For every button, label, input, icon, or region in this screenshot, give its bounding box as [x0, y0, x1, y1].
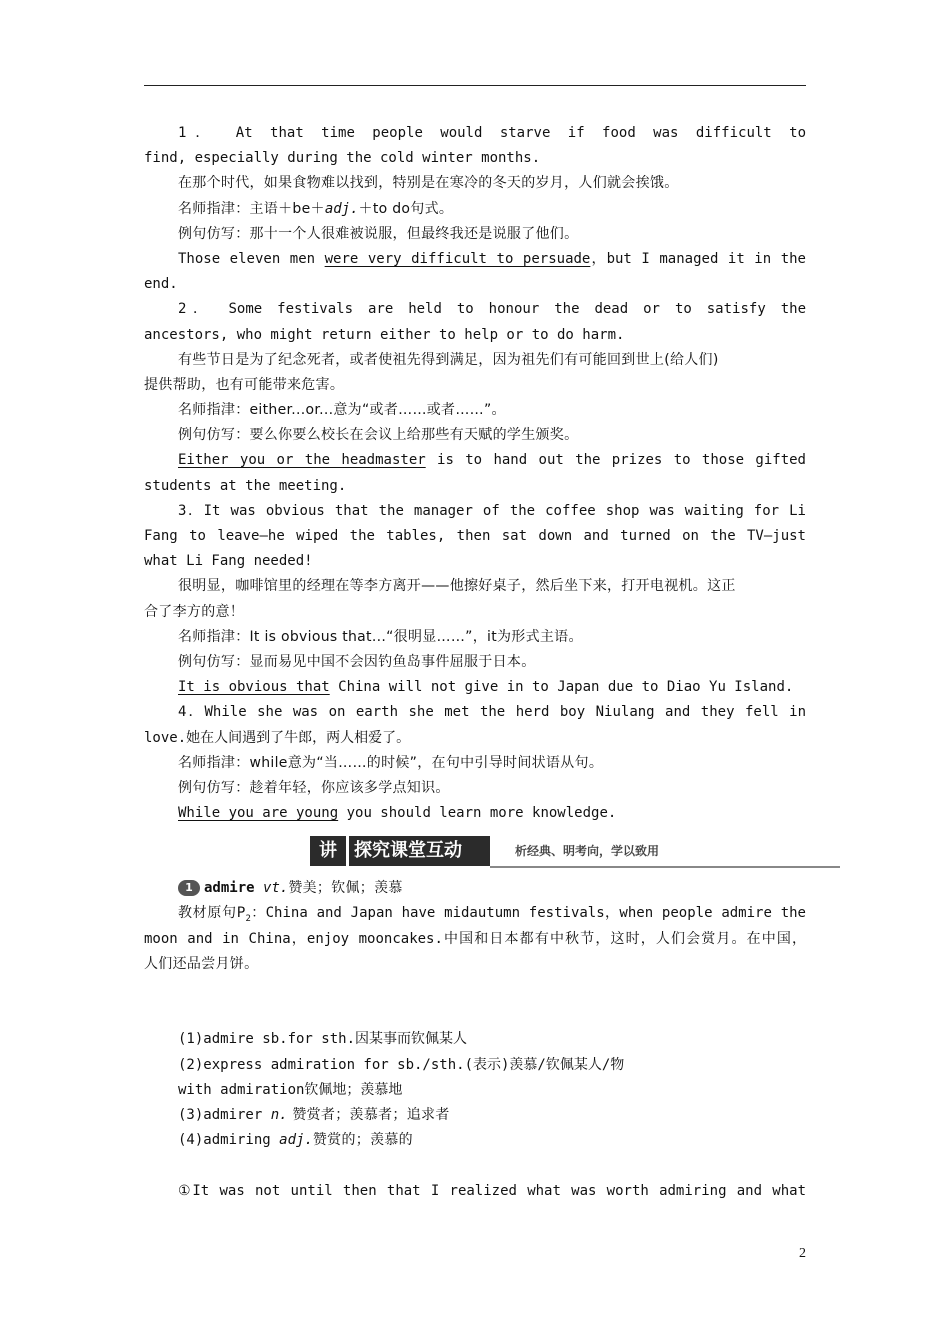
item-1-english-line: 1． At that time people would starve if food was difficult to [178, 125, 806, 141]
phrase-3: (3)admirer n. 赞赏者；羡慕者；追求者 [178, 1106, 450, 1123]
item-3-tip: 名师指津：It is obvious that...“很明显……”，it为形式主语。 [178, 628, 583, 645]
item-1-answer: Those eleven men were very difficult to persuade，but I managed it in the [178, 250, 806, 267]
source-sentence-line3: 人们还品尝月饼。 [144, 955, 259, 972]
item-1-english-line2: find, especially during the cold winter months. [144, 150, 541, 167]
item-1-translation: 在那个时代，如果食物难以找到，特别是在寒冷的冬天的岁月，人们就会挨饿。 [178, 175, 679, 192]
banner-title: 探究课堂互动 [354, 840, 462, 862]
item-2-answer-line2: students at the meeting. [144, 477, 347, 494]
item-3-answer: It is obvious that China will not give in to Japan due to Diao Yu Island. [178, 679, 794, 696]
item-3-english-line: 3．It was obvious that the manager of the coffee shop was waiting for Li [178, 502, 806, 519]
item-3-imitate: 例句仿写：显而易见中国不会因钓鱼岛事件屈服于日本。 [178, 653, 536, 670]
banner-subtitle: 析经典、明考向，学以致用 [515, 844, 660, 859]
item-1-tip: 名师指津：主语＋be＋adj.＋to do句式。 [178, 200, 454, 217]
headword: admire [204, 880, 255, 897]
phrase-2b: with admiration钦佩地；羡慕地 [178, 1081, 403, 1098]
number-badge-icon: 1 [178, 880, 200, 896]
page-number: 2 [799, 1246, 806, 1261]
item-1-imitate: 例句仿写：那十一个人很难被说服，但最终我还是说服了他们。 [178, 225, 579, 242]
item-2-answer: Either you or the headmaster is to hand out the prizes to those gifted [178, 452, 806, 469]
item-2-english-line: 2． Some festivals are held to honour the dead or to satisfy the [178, 301, 806, 318]
example-sentence: ①It was not until then that I realized what was worth admiring and what [178, 1182, 806, 1199]
item-3-translation-line2: 合了李方的意！ [144, 603, 245, 620]
item-1-answer-line2: end. [144, 276, 178, 293]
source-sentence-line2: moon and in China，enjoy mooncakes.中国和日本都有中秋节，这时，人们会赏月。在中国， [144, 930, 806, 947]
item-3-english-line3: what Li Fang needed! [144, 553, 313, 570]
item-3-translation-line1: 很明显，咖啡馆里的经理在等李方离开——他擦好桌子，然后坐下来，打开电视机。这正 [178, 578, 736, 595]
banner-underline [490, 866, 840, 868]
item-2-translation-line2: 提供帮助，也有可能带来危害。 [144, 376, 345, 393]
page-content [144, 121, 806, 1204]
item-4-english-line: 4．While she was on earth she met the herd boy Niulang and they fell in [178, 704, 806, 721]
word-entry: 1 admire vt.赞美；钦佩；羡慕 [144, 876, 806, 901]
item-4-english-line2: love.她在人间遇到了牛郎，两人相爱了。 [144, 729, 411, 746]
banner-box [310, 836, 490, 866]
banner-tag: 讲 [310, 836, 349, 866]
item-4-answer: While you are young you should learn more knowledge. [178, 805, 617, 822]
phrase-1: (1)admire sb.for sth.因某事而钦佩某人 [178, 1031, 468, 1048]
phrase-2: (2)express admiration for sb./sth.(表示)羡慕/钦佩某人/物 [178, 1056, 625, 1073]
item-4-tip: 名师指津：while意为“当……的时候”，在句中引导时间状语从句。 [178, 754, 604, 771]
item-2-tip: 名师指津：either...or...意为“或者……或者……”。 [178, 402, 506, 419]
phrase-4: (4)admiring adj.赞赏的；羡慕的 [178, 1132, 413, 1149]
item-4-imitate: 例句仿写：趁着年轻，你应该多学点知识。 [178, 779, 450, 796]
section-banner [310, 832, 840, 874]
item-2-translation-line1: 有些节日是为了纪念死者，或者使祖先得到满足，因为祖先们有可能回到世上(给人们) [178, 351, 719, 368]
header-rule [144, 85, 806, 86]
source-sentence-line1: 教材原句$P_2$：China and Japan have midautumn festivals，when people admire the [178, 905, 806, 925]
item-2-english-line2: ancestors, who might return either to help or to do harm. [144, 326, 625, 343]
item-3-english-line2: Fang to leave—he wiped the tables, then sat down and turned on the TV—just [144, 528, 806, 544]
item-2-imitate: 例句仿写：要么你要么校长在会议上给那些有天赋的学生颁奖。 [178, 427, 579, 444]
